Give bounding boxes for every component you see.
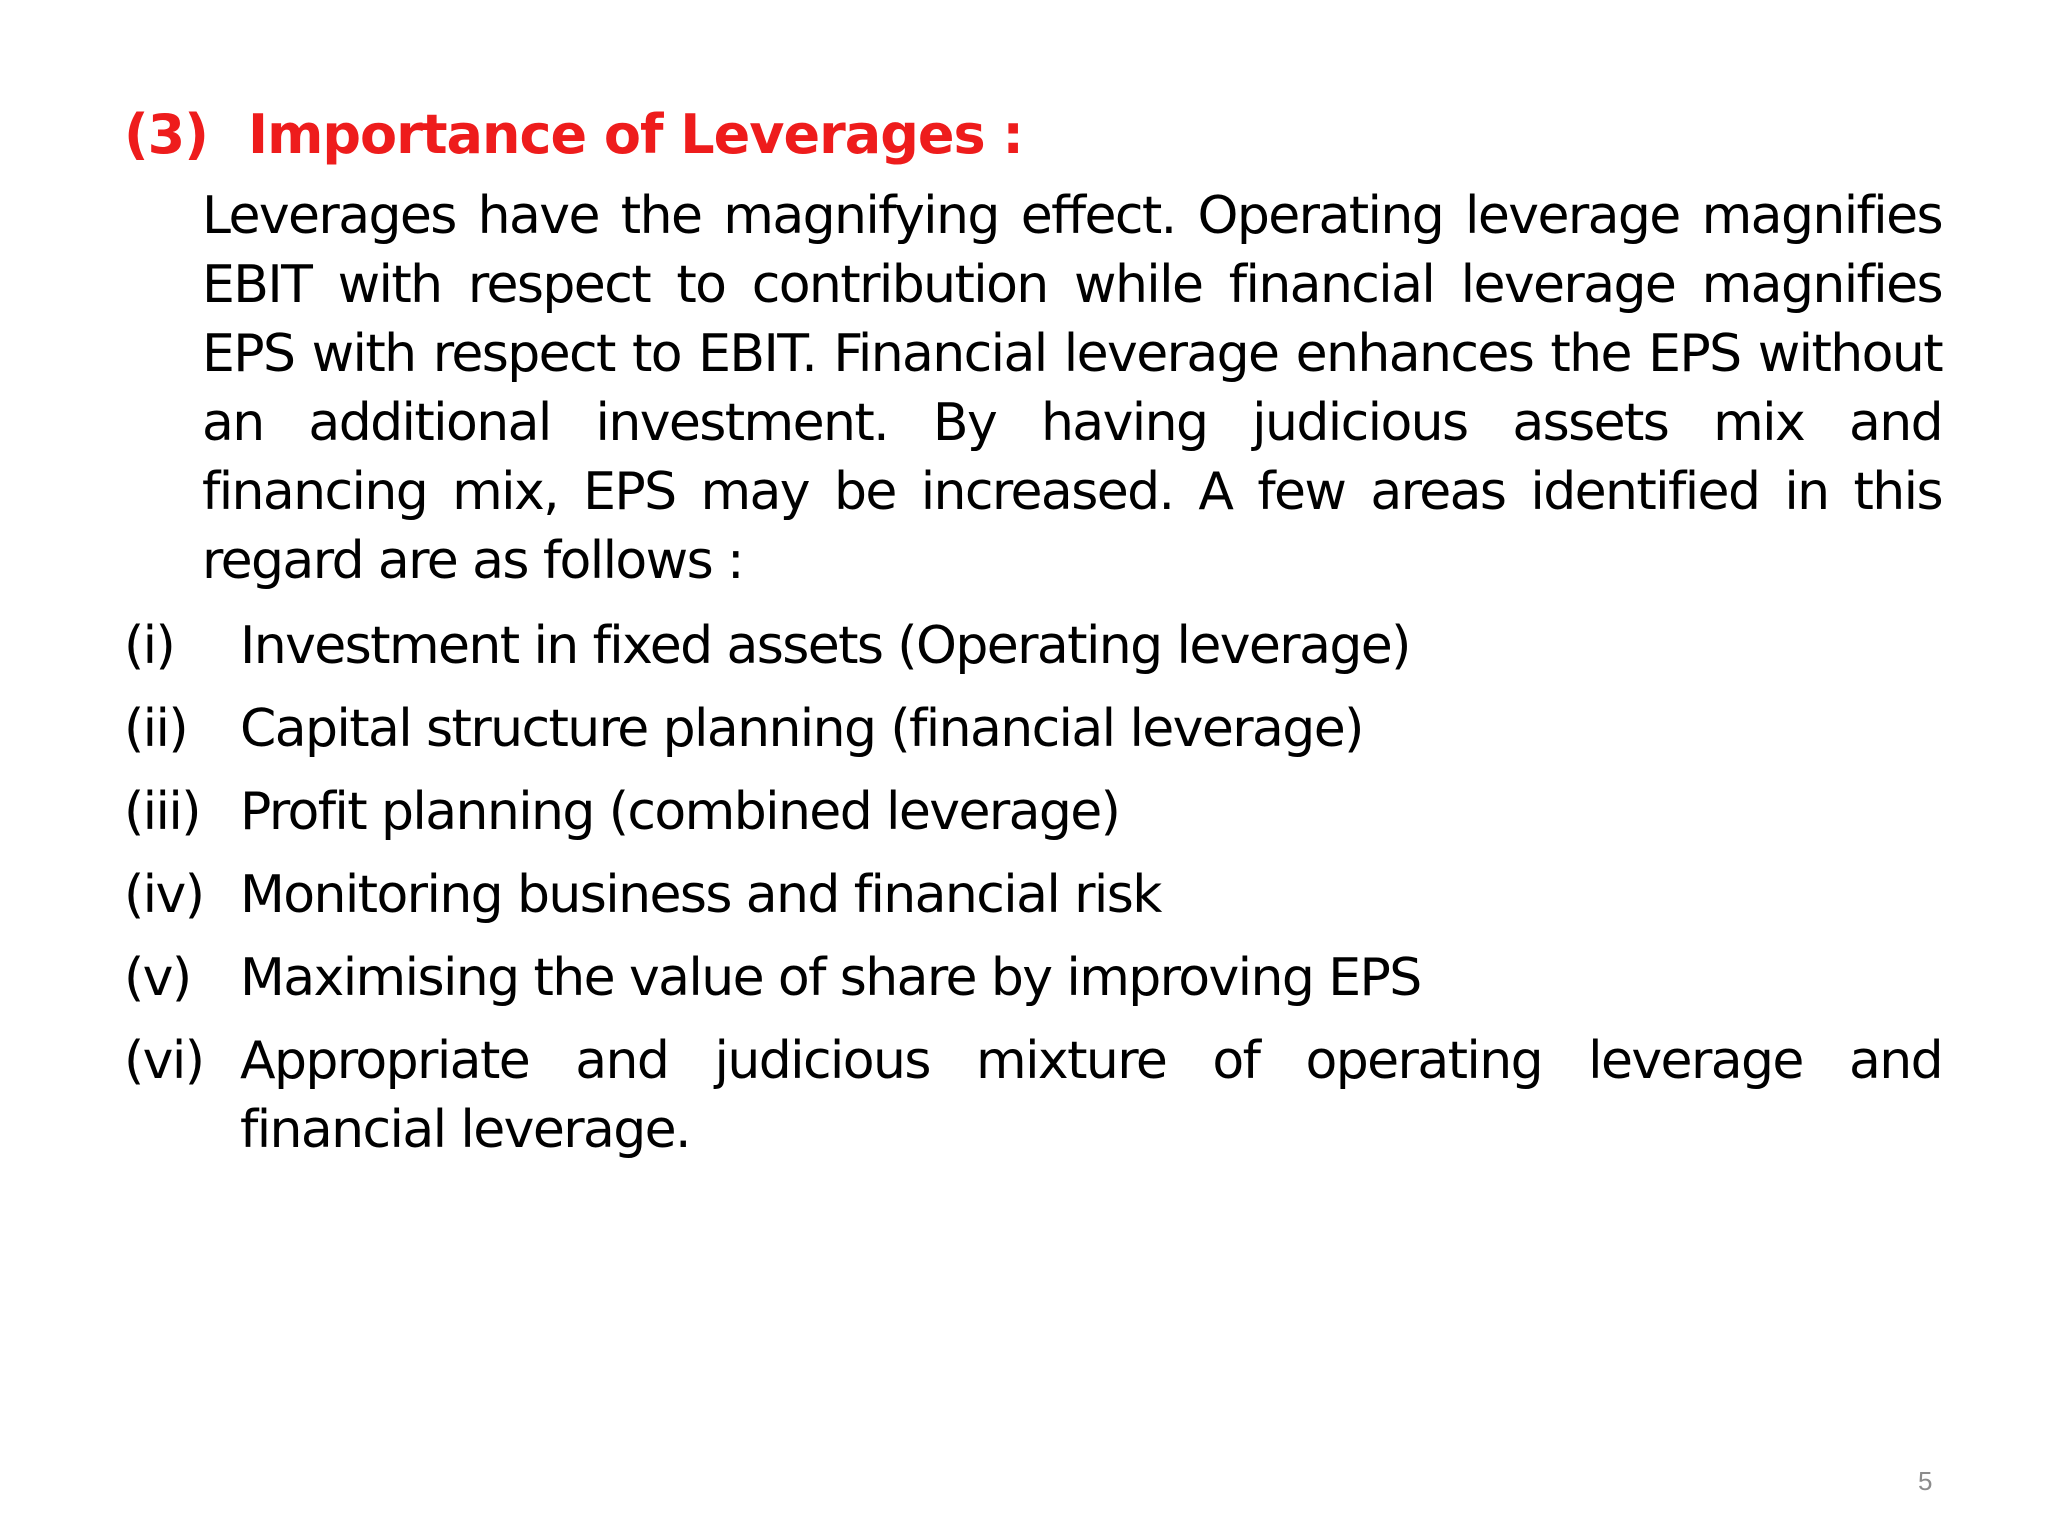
list-item-text: Profit planning (combined leverage) bbox=[240, 782, 1120, 842]
list-item-marker: (v) bbox=[124, 948, 191, 1008]
list-item bbox=[124, 1027, 1942, 1165]
list-item-text: Investment in fixed assets (Operating leverage) bbox=[240, 616, 1410, 676]
list-item-marker: (ii) bbox=[124, 699, 188, 759]
list-item-marker: (i) bbox=[124, 616, 175, 676]
list-item bbox=[124, 944, 1942, 1013]
heading-title: Importance of Leverages : bbox=[248, 103, 1024, 166]
list-item bbox=[124, 778, 1942, 847]
slide-heading bbox=[124, 100, 1023, 170]
list-item-text: Capital structure planning (financial leverage) bbox=[240, 699, 1363, 759]
list-item-marker: (iii) bbox=[124, 782, 200, 842]
list-item-marker: (vi) bbox=[124, 1031, 204, 1091]
list-item-text: Appropriate and judicious mixture of operating leverage and financial leverage. bbox=[240, 1031, 1942, 1160]
heading-number: (3) bbox=[124, 103, 208, 166]
intro-paragraph: Leverages have the magnifying effect. Operating leverage magnifies EBIT with respect to contribution while financial leverage magnifies EPS with respect to EBIT. Financial leverage enhances the EPS without an additional investment. By having judicious assets mix and financing mix, EPS may be increased. A few areas identified in this regard are as follows : bbox=[202, 186, 1942, 591]
list-item-text: Monitoring business and financial risk bbox=[240, 865, 1161, 925]
list-item-text: Maximising the value of share by improving EPS bbox=[240, 948, 1421, 1008]
list-item-marker: (iv) bbox=[124, 865, 204, 925]
list-item bbox=[124, 695, 1942, 764]
importance-list bbox=[124, 612, 1942, 1179]
list-item bbox=[124, 612, 1942, 681]
page-number: 5 bbox=[1918, 1466, 1933, 1496]
list-item bbox=[124, 861, 1942, 930]
